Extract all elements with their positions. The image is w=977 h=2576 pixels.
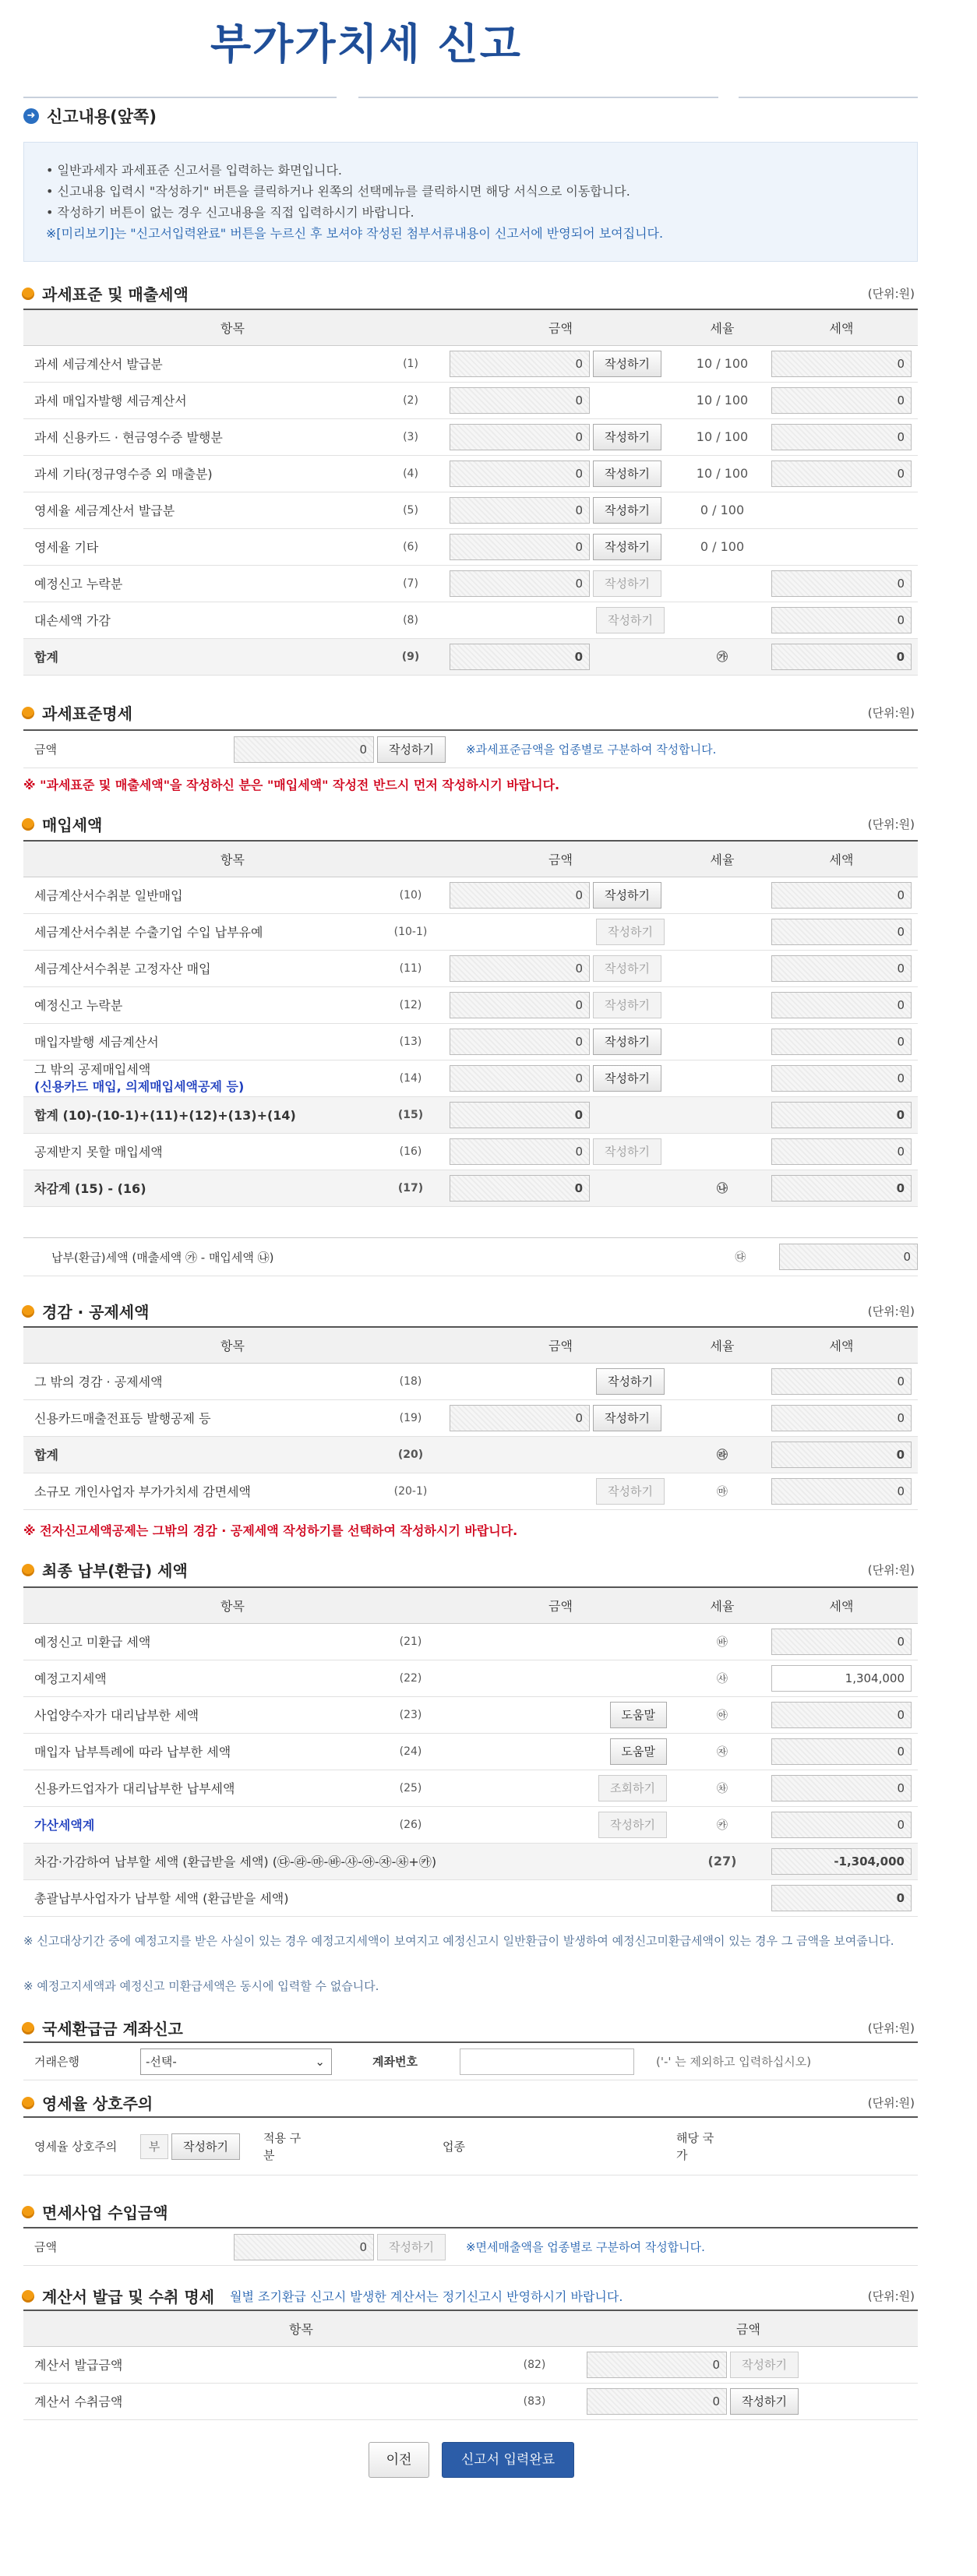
warning-note: ※ "과세표준 및 매출세액"을 작성하신 분은 "매입세액" 작성전 반드시 먼저 작성하시기 바랍니다. — [23, 778, 560, 792]
row-label: 신용카드업자가 대리납부한 납부세액 — [23, 1770, 379, 1806]
row-num: (5) — [379, 492, 442, 528]
tax-input[interactable]: 0 — [771, 570, 912, 597]
amount-input[interactable]: 0 — [450, 570, 590, 597]
section-title-text: 과세표준명세 — [42, 704, 132, 723]
col-tax: 세액 — [765, 841, 918, 877]
row-label: 총괄납부사업자가 납부할 세액 (환급받을 세액) — [23, 1879, 679, 1916]
amount-input[interactable]: 0 — [450, 1029, 590, 1055]
rate: 10 / 100 — [679, 382, 765, 418]
tax-input[interactable]: 0 — [771, 1405, 912, 1431]
tax-input[interactable]: 0 — [771, 1029, 912, 1055]
row-label: 금액 — [34, 743, 57, 757]
purchase-table — [23, 840, 918, 1207]
rate: 0 / 100 — [679, 528, 765, 565]
bank-select[interactable] — [140, 2048, 332, 2075]
row-label: 합계 (10)-(10-1)+(11)+(12)+(13)+(14) — [23, 1096, 379, 1133]
write-button[interactable]: 작성하기 — [593, 882, 661, 909]
tax-input[interactable]: 0 — [771, 1442, 912, 1468]
col-amount: 금액 — [442, 1587, 679, 1623]
write-button[interactable]: 작성하기 — [593, 955, 661, 982]
row-num: (83) — [490, 2383, 579, 2419]
section-title-text: 매입세액 — [42, 816, 103, 835]
rate: ㉮ — [679, 638, 765, 675]
invoice-section-title — [22, 2285, 623, 2307]
bullet-icon — [22, 1305, 34, 1318]
col-rate: 세율 — [679, 1587, 765, 1623]
amount-input[interactable]: 0 — [450, 644, 590, 670]
rate: 10 / 100 — [679, 418, 765, 455]
notice-line: ※[미리보기]는 "신고서입력완료" 버튼을 누르신 후 보셔야 작성된 첨부서류내용이 신고서에 반영되어 보여집니다. — [46, 226, 664, 241]
row-label: 그 밖의 경감 · 공제세액 — [23, 1363, 379, 1399]
row-label: 예정신고 미환급 세액 — [23, 1623, 379, 1660]
write-button[interactable]: 작성하기 — [593, 497, 661, 524]
amount-input[interactable]: 0 — [234, 2234, 374, 2260]
final-table — [23, 1586, 918, 1917]
row-label: 신용카드매출전표등 발행공제 등 — [23, 1399, 379, 1436]
table-row — [23, 492, 918, 528]
table-row — [23, 1696, 918, 1733]
prev-button[interactable]: 이전 — [369, 2442, 429, 2478]
bullet-icon — [22, 2097, 34, 2109]
row-label: 차감계 (15) - (16) — [23, 1170, 379, 1206]
notice-line: • 신고내용 입력시 "작성하기" 버튼을 클릭하거나 왼쪽의 선택메뉴를 클릭하시면 해당 서식으로 이동합니다. — [46, 184, 630, 199]
write-button[interactable]: 작성하기 — [593, 461, 661, 487]
rate: ㉸ — [679, 1806, 765, 1843]
table-row — [23, 1879, 918, 1916]
info-note: ※면세매출액을 업종별로 구분하여 작성합니다. — [465, 2240, 705, 2254]
rate: ㉱ — [679, 1436, 765, 1473]
col-tax: 세액 — [765, 1327, 918, 1363]
write-button[interactable]: 작성하기 — [171, 2133, 240, 2160]
row-label: 예정고지세액 — [23, 1660, 379, 1696]
row-label: 세금계산서수취분 고정자산 매입 — [23, 950, 379, 986]
write-button[interactable]: 작성하기 — [377, 736, 446, 763]
row-label: 영세율 기타 — [23, 528, 379, 565]
biz-label: 업종 — [442, 2140, 465, 2154]
col-amount: 금액 — [442, 309, 679, 345]
row-num: (26) — [379, 1806, 442, 1843]
notice-line: • 작성하기 버튼이 없는 경우 신고내용을 직접 입력하시기 바랍니다. — [46, 205, 414, 220]
tax-input[interactable]: 0 — [771, 351, 912, 377]
row-num: (7) — [379, 565, 442, 602]
tax-input[interactable]: 0 — [771, 955, 912, 982]
write-button[interactable]: 작성하기 — [596, 919, 665, 945]
exempt-section-title — [22, 2200, 168, 2223]
tax-input[interactable]: 0 — [771, 461, 912, 487]
tax-input[interactable]: 0 — [771, 1138, 912, 1165]
warning-note: ※ 전자신고세액공제는 그밖의 경감 · 공제세액 작성하기를 선택하여 작성하시기 바랍니다. — [23, 1523, 518, 1538]
base-section-title — [22, 701, 132, 724]
table-row — [23, 1170, 918, 1206]
row-label: 세금계산서수취분 수출기업 수입 납부유예 — [23, 913, 379, 950]
zero-rate-flag: 부 — [140, 2134, 168, 2159]
row-label: 계산서 발급금액 — [23, 2346, 490, 2383]
amount-input[interactable]: 0 — [450, 1065, 590, 1092]
amount-input[interactable]: 0 — [450, 497, 590, 524]
row-label: 과세 신용카드 · 현금영수증 발행분 — [23, 418, 379, 455]
table-row — [23, 1096, 918, 1133]
table-row — [23, 1660, 918, 1696]
tax-input[interactable]: 1,304,000 — [771, 1665, 912, 1692]
section-title-text: 계산서 발급 및 수취 명세 — [42, 2288, 215, 2306]
rate: ㉴ — [679, 1660, 765, 1696]
invoice-table — [23, 2310, 918, 2420]
rate: 10 / 100 — [679, 345, 765, 382]
chevron-down-icon: ⌄ — [315, 2054, 325, 2069]
row-num: (4) — [379, 455, 442, 492]
zero-rate-section-title — [22, 2091, 153, 2114]
table-row — [23, 913, 918, 950]
bullet-icon — [22, 288, 34, 300]
section-title-text: 과세표준 및 매출세액 — [42, 285, 189, 304]
table-row — [23, 1770, 918, 1806]
row-num: (6) — [379, 528, 442, 565]
col-rate: 세율 — [679, 1327, 765, 1363]
row-num: (22) — [379, 1660, 442, 1696]
table-row — [23, 1473, 918, 1509]
row-num: (16) — [379, 1133, 442, 1170]
row-label: 예정신고 누락분 — [23, 565, 379, 602]
unit-label: (단위:원) — [867, 2096, 915, 2110]
bullet-icon — [22, 2206, 34, 2218]
col-amount: 금액 — [442, 841, 679, 877]
table-row — [23, 1623, 918, 1660]
tax-input[interactable]: 0 — [771, 1102, 912, 1128]
type-label: 적용 구분 — [263, 2130, 302, 2162]
account-label: 계좌번호 — [372, 2055, 418, 2069]
amount-input[interactable]: 0 — [450, 992, 590, 1018]
col-rate: 세율 — [679, 841, 765, 877]
row-label: 합계 — [23, 638, 379, 675]
write-button[interactable]: 작성하기 — [596, 607, 665, 633]
unit-label: (단위:원) — [867, 2289, 915, 2303]
sales-section-title — [22, 282, 189, 305]
row-num: (11) — [379, 950, 442, 986]
row-label: 영세율 세금계산서 발급분 — [23, 492, 379, 528]
col-amount: 금액 — [579, 2310, 918, 2346]
write-button[interactable]: 작성하기 — [593, 992, 661, 1018]
section-title-text: 국세환급금 계좌신고 — [42, 2020, 183, 2038]
write-button[interactable]: 작성하기 — [593, 534, 661, 560]
table-row — [23, 1806, 918, 1843]
row-num: (9) — [379, 638, 442, 675]
amount-input[interactable]: 0 — [450, 387, 590, 414]
row-num: (82) — [490, 2346, 579, 2383]
row-num: (2) — [379, 382, 442, 418]
refund-section-title — [22, 2017, 183, 2039]
table-row — [23, 418, 918, 455]
row-label: 금액 — [34, 2240, 57, 2254]
rate: ㉯ — [679, 1170, 765, 1206]
row-num: (10) — [379, 877, 442, 913]
row-num: (23) — [379, 1696, 442, 1733]
write-button[interactable]: 작성하기 — [593, 351, 661, 377]
row-label: 계산서 수취금액 — [23, 2383, 490, 2419]
row-label: 과세 기타(정규영수증 외 매출분) — [23, 455, 379, 492]
final-section-title — [22, 1558, 188, 1581]
exempt-row — [23, 2227, 918, 2266]
info-note: 월별 조기환급 신고시 발생한 계산서는 정기신고시 반영하시기 바랍니다. — [230, 2289, 623, 2304]
table-row — [23, 1733, 918, 1770]
amount-input[interactable]: 0 — [450, 955, 590, 982]
col-amount: 금액 — [442, 1327, 679, 1363]
sales-table — [23, 309, 918, 676]
amount-input[interactable]: 0 — [234, 736, 374, 763]
table-row — [23, 2346, 918, 2383]
rate: ㉳ — [679, 1623, 765, 1660]
submit-button[interactable]: 신고서 입력완료 — [442, 2442, 574, 2478]
bank-label: 거래은행 — [34, 2055, 79, 2069]
row-num: (17) — [379, 1170, 442, 1206]
write-button[interactable]: 작성하기 — [377, 2234, 446, 2260]
row-label: 공제받지 못할 매입세액 — [23, 1133, 379, 1170]
tax-input[interactable]: 0 — [771, 1478, 912, 1505]
bank-select-value: -선택- — [146, 2054, 177, 2069]
rate: ㉲ — [679, 1473, 765, 1509]
tax-input[interactable]: 0 — [771, 1738, 912, 1765]
zero-rate-label: 영세율 상호주의 — [34, 2139, 118, 2154]
write-button[interactable]: 작성하기 — [593, 1405, 661, 1431]
row-num: (20) — [379, 1436, 442, 1473]
row-num: (15) — [379, 1096, 442, 1133]
rate: ㉵ — [679, 1696, 765, 1733]
table-row — [23, 382, 918, 418]
row-label: 과세 매입자발행 세금계산서 — [23, 382, 379, 418]
tax-input[interactable]: 0 — [771, 424, 912, 450]
col-item: 항목 — [23, 1327, 442, 1363]
row-num: (18) — [379, 1363, 442, 1399]
table-row — [23, 1843, 918, 1879]
unit-label: (단위:원) — [867, 706, 915, 720]
tax-input[interactable]: -1,304,000 — [771, 1848, 912, 1875]
tax-input[interactable]: 0 — [771, 644, 912, 670]
base-row — [23, 729, 918, 768]
bullet-icon — [22, 2022, 34, 2034]
row-label-line: 그 밖의 공제매입세액 — [34, 1061, 151, 1077]
unit-label: (단위:원) — [867, 2021, 915, 2035]
write-button[interactable]: 작성하기 — [598, 1812, 667, 1838]
write-button[interactable]: 작성하기 — [730, 2352, 799, 2378]
bullet-icon — [22, 1564, 34, 1576]
col-rate: 세율 — [679, 309, 765, 345]
table-row — [23, 877, 918, 913]
tax-input[interactable]: 0 — [771, 1368, 912, 1395]
amount-input[interactable]: 0 — [450, 1102, 590, 1128]
rate: 10 / 100 — [679, 455, 765, 492]
unit-label: (단위:원) — [867, 287, 915, 301]
row-num: (24) — [379, 1733, 442, 1770]
help-button[interactable]: 도움말 — [610, 1738, 667, 1765]
tax-input[interactable]: 0 — [771, 992, 912, 1018]
table-row — [23, 1060, 918, 1096]
amount-input[interactable]: 0 — [450, 1138, 590, 1165]
row-label: 과세 세금계산서 발급분 — [23, 345, 379, 382]
row-num: (25) — [379, 1770, 442, 1806]
rate: ㉰ — [735, 1251, 746, 1264]
bullet-icon — [22, 707, 34, 719]
write-button[interactable]: 작성하기 — [730, 2388, 799, 2415]
deduct-section-title — [22, 1300, 149, 1322]
amount-input[interactable]: 0 — [587, 2352, 727, 2378]
account-note: ('-' 는 제외하고 입력하십시오) — [656, 2055, 812, 2069]
bullet-icon — [22, 818, 34, 831]
amount-input[interactable]: 0 — [587, 2388, 727, 2415]
row-num: (21) — [379, 1623, 442, 1660]
bullet-icon — [22, 2290, 34, 2303]
tax-input[interactable]: 0 — [771, 1885, 912, 1911]
unit-label: (단위:원) — [867, 1563, 915, 1577]
rate: ㉶ — [679, 1733, 765, 1770]
table-row — [23, 565, 918, 602]
row-num: (27) — [679, 1843, 765, 1879]
amount-input[interactable]: 0 — [450, 534, 590, 560]
country-label: 해당 국가 — [675, 2130, 714, 2162]
row-num: (12) — [379, 986, 442, 1023]
title-divider — [23, 97, 337, 98]
section-subtitle — [23, 104, 157, 128]
row-label: 예정신고 누락분 — [23, 986, 379, 1023]
tax-input[interactable]: 0 — [771, 1775, 912, 1801]
row-num: (8) — [379, 602, 442, 638]
table-row — [23, 986, 918, 1023]
table-row — [23, 2383, 918, 2419]
refund-row — [23, 2041, 918, 2080]
row-label: 차감·가감하여 납부할 세액 (환급받을 세액) (㉰-㉱-㉲-㉳-㉴-㉵-㉶-㉷+㉸) — [23, 1843, 679, 1879]
tax-input[interactable]: 0 — [771, 387, 912, 414]
table-row — [23, 1133, 918, 1170]
row-label-line: (신용카드 매입, 의제매입세액공제 등) — [34, 1078, 245, 1094]
amount-input[interactable]: 0 — [450, 424, 590, 450]
row-num: (14) — [379, 1060, 442, 1096]
row-label: 합계 — [23, 1436, 379, 1473]
col-tax: 세액 — [765, 1587, 918, 1623]
amount-input[interactable]: 0 — [450, 461, 590, 487]
info-note: ※ 예정고지세액과 예정신고 미환급세액은 동시에 입력할 수 없습니다. — [23, 1979, 379, 1993]
section-title-text: 영세율 상호주의 — [42, 2094, 153, 2113]
notice-box — [23, 142, 918, 262]
table-row — [23, 950, 918, 986]
info-note: ※과세표준금액을 업종별로 구분하여 작성합니다. — [465, 743, 717, 757]
tax-input[interactable]: 0 — [779, 1244, 918, 1270]
col-tax: 세액 — [765, 309, 918, 345]
row-label: 매입자발행 세금계산서 — [23, 1023, 379, 1060]
table-row — [23, 1363, 918, 1399]
subtitle-text: 신고내용(앞쪽) — [47, 108, 157, 126]
amount-input[interactable]: 0 — [450, 351, 590, 377]
tax-input[interactable]: 0 — [771, 1702, 912, 1728]
row-label: 사업양수자가 대리납부한 세액 — [23, 1696, 379, 1733]
payable-row — [23, 1237, 918, 1276]
row-num: (20-1) — [379, 1473, 442, 1509]
title-divider — [358, 97, 718, 98]
deduct-table — [23, 1326, 918, 1510]
write-button[interactable]: 작성하기 — [593, 570, 661, 597]
arrow-right-icon: ➜ — [23, 108, 39, 124]
rate: ㉷ — [679, 1770, 765, 1806]
title-divider — [739, 97, 918, 98]
tax-input[interactable]: 0 — [771, 919, 912, 945]
table-row — [23, 455, 918, 492]
row-label[interactable]: 가산세액계 — [23, 1806, 379, 1843]
notice-line: • 일반과세자 과세표준 신고서를 입력하는 화면입니다. — [46, 163, 342, 178]
table-row — [23, 345, 918, 382]
table-row — [23, 528, 918, 565]
unit-label: (단위:원) — [867, 817, 915, 831]
amount-input[interactable]: 0 — [450, 1405, 590, 1431]
tax-input[interactable]: 0 — [771, 1175, 912, 1202]
row-label: 매입자 납부특례에 따라 납부한 세액 — [23, 1733, 379, 1770]
tax-input[interactable]: 0 — [771, 1812, 912, 1838]
col-item: 항목 — [23, 2310, 579, 2346]
row-label: 소규모 개인사업자 부가가치세 감면세액 — [23, 1473, 379, 1509]
section-title-text: 경감 · 공제세액 — [42, 1303, 150, 1322]
table-row — [23, 638, 918, 675]
row-label: 세금계산서수취분 일반매입 — [23, 877, 379, 913]
row-num: (19) — [379, 1399, 442, 1436]
row-num: (3) — [379, 418, 442, 455]
info-note: ※ 신고대상기간 중에 예정고지를 받은 사실이 있는 경우 예정고지세액이 보여지고 예정신고시 일반환급이 발생하여 예정신고미환급세액이 있는 경우 그 금액을 보여줍니다. — [23, 1934, 894, 1948]
table-row — [23, 1399, 918, 1436]
amount-input[interactable]: 0 — [450, 1175, 590, 1202]
unit-label: (단위:원) — [867, 1304, 915, 1318]
inquire-button[interactable]: 조회하기 — [598, 1775, 667, 1801]
section-title-text: 최종 납부(환급) 세액 — [42, 1561, 188, 1580]
rate: 0 / 100 — [679, 492, 765, 528]
row-label: 납부(환급)세액 (매출세액 ㉮ - 매입세액 ㉯) — [51, 1250, 274, 1265]
write-button[interactable]: 작성하기 — [593, 424, 661, 450]
page-title: 부가가치세 신고 — [210, 19, 522, 69]
account-input[interactable] — [460, 2048, 634, 2075]
col-item: 항목 — [23, 309, 442, 345]
write-button[interactable]: 작성하기 — [593, 1065, 661, 1092]
table-row — [23, 1436, 918, 1473]
write-button[interactable]: 작성하기 — [596, 1478, 665, 1505]
tax-input[interactable]: 0 — [771, 607, 912, 633]
zero-rate-row — [23, 2116, 918, 2175]
help-button[interactable]: 도움말 — [610, 1702, 667, 1728]
row-num: (13) — [379, 1023, 442, 1060]
col-item: 항목 — [23, 841, 442, 877]
tax-input[interactable]: 0 — [771, 1065, 912, 1092]
row-label — [23, 1060, 379, 1096]
amount-input[interactable]: 0 — [450, 882, 590, 909]
tax-input[interactable]: 0 — [771, 1629, 912, 1655]
row-num: (10-1) — [379, 913, 442, 950]
table-row — [23, 602, 918, 638]
col-item: 항목 — [23, 1587, 442, 1623]
table-row — [23, 1023, 918, 1060]
write-button[interactable]: 작성하기 — [593, 1138, 661, 1165]
section-title-text: 면세사업 수입금액 — [42, 2204, 168, 2222]
write-button[interactable]: 작성하기 — [593, 1029, 661, 1055]
row-label: 대손세액 가감 — [23, 602, 379, 638]
row-num: (1) — [379, 345, 442, 382]
purchase-section-title — [22, 813, 102, 835]
write-button[interactable]: 작성하기 — [596, 1368, 665, 1395]
tax-input[interactable]: 0 — [771, 882, 912, 909]
